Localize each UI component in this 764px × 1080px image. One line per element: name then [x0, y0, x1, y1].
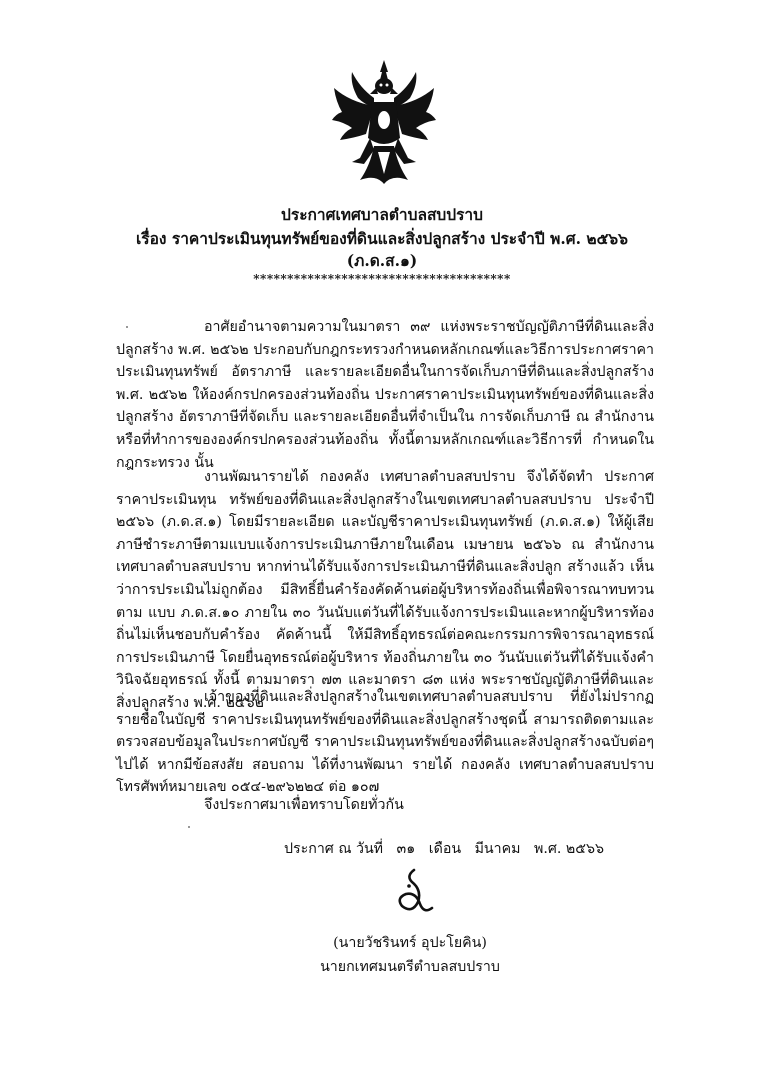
signer-name: (นายวัชรินทร์ อุปะโยคิน) [333, 935, 487, 951]
paragraph-owners: เจ้าของที่ดินและสิ่งปลูกสร้างในเขตเทศบาลตำบลสบปราบ ที่ยังไม่ปรากฏรายชื่อในบัญชี ราคาประเมินทุนทรัพย์ของที่ดินและสิ่งปลูกสร้างชุดนี้ สามารถติดตามและตรวจสอบข้อมูลในประกาศบัญชี ราคาประเมินทุนทรัพย์ของที่ดินและสิ่งปลูกสร้างฉบับต่อๆ ไปได้ หากมีข้อสงสัย สอบถาม ได้ที่งานพัฒนา รายได้ กองคลัง เทศบาลตำบลสบปราบ โทรศัพท์หมายเลข ๐๕๔-๒๙๖๒๒๔ ต่อ ๑๐๗ [116, 689, 654, 796]
closing-statement: จึงประกาศมาเพื่อทราบโดยทั่วกัน [204, 797, 404, 813]
scan-speck [188, 826, 190, 828]
handwritten-signature-icon [392, 864, 448, 918]
announcement-subject: เรื่อง ราคาประเมินทุนทรัพย์ของที่ดินและสิ่งปลูกสร้าง ประจำปี พ.ศ. ๒๕๖๖ [135, 229, 628, 248]
separator-line: ************************************** [253, 272, 511, 286]
garuda-emblem-icon [330, 58, 438, 186]
announcement-date: ประกาศ ณ วันที่ ๓๑ เดือน มีนาคม พ.ศ. ๒๕๖๖ [284, 841, 604, 857]
paragraph-authority: อาศัยอำนาจตามความในมาตรา ๓๙ แห่งพระราชบัญญัติภาษีที่ดินและสิ่งปลูกสร้าง พ.ศ. ๒๕๖๒ ประกอบกับกฎกระทรวงกำหนดหลักเกณฑ์และวิธีการประกาศราคาประเมินทุนทรัพย์ อัตราภาษี และรายละเอียดอื่นในการจัดเก็บภาษีที่ดินและสิ่งปลูกสร้าง พ.ศ. ๒๕๖๒ ให้องค์กรปกครองส่วนท้องถิ่น ประกาศราคาประเมินทุนทรัพย์ของที่ดินและสิ่งปลูกสร้าง อัตราภาษีที่จัดเก็บ และรายละเอียดอื่นที่จำเป็นใน การจัดเก็บภาษี ณ สำนักงานหรือที่ทำการขององค์กรปกครองส่วนท้องถิ่น ทั้งนี้ตามหลักเกณฑ์และวิธีการที่ กำหนดในกฎกระทรวง นั้น [116, 319, 654, 471]
paragraph-assessment: งานพัฒนารายได้ กองคลัง เทศบาลตำบลสบปราบ จึงได้จัดทำ ประกาศราคาประเมินทุน ทรัพย์ของที่ดินและสิ่งปลูกสร้างในเขตเทศบาลตำบลสบปราบ ประจำปี ๒๕๖๖ (ภ.ด.ส.๑) โดยมีรายละเอียด และบัญชีราคาประเมินทุนทรัพย์ (ภ.ด.ส.๑) ให้ผู้เสียภาษีชำระภาษีตามแบบแจ้งการประเมินภาษีภายในเดือน เมษายน ๒๕๖๖ ณ สำนักงานเทศบาลตำบลสบปราบ หากท่านได้รับแจ้งการประเมินภาษีที่ดินและสิ่งปลูก สร้างแล้ว เห็นว่าการประเมินไม่ถูกต้อง มีสิทธิ์ยื่นคำร้องคัดค้านต่อผู้บริหารท้องถิ่นเพื่อพิจารณาทบทวนตาม แบบ ภ.ด.ส.๑๐ ภายใน ๓๐ วันนับแต่วันที่ได้รับแจ้งการประเมินและหากผู้บริหารท้องถิ่นไม่เห็นชอบกับคำร้อง คัดค้านนี้ ให้มีสิทธิ์อุทธรณ์ต่อคณะกรรมการพิจารณาอุทธรณ์การประเมินภาษี โดยยื่นอุทธรณ์ต่อผู้บริหาร ท้องถิ่นภายใน ๓๐ วันนับแต่วันที่ได้รับแจ้งคำวินิจฉัยอุทธรณ์ ทั้งนี้ ตามมาตรา ๗๓ และมาตรา ๘๓ แห่ง พระราชบัญญัติภาษีที่ดินและสิ่งปลูกสร้าง พ.ศ. ๒๕๖๒ [116, 469, 654, 711]
form-code: (ภ.ด.ส.๑) [346, 251, 418, 270]
signer-position: นายกเทศมนตรีตำบลสบปราบ [320, 959, 500, 975]
announcement-title: ประกาศเทศบาลตำบลสบปราบ [281, 205, 483, 224]
